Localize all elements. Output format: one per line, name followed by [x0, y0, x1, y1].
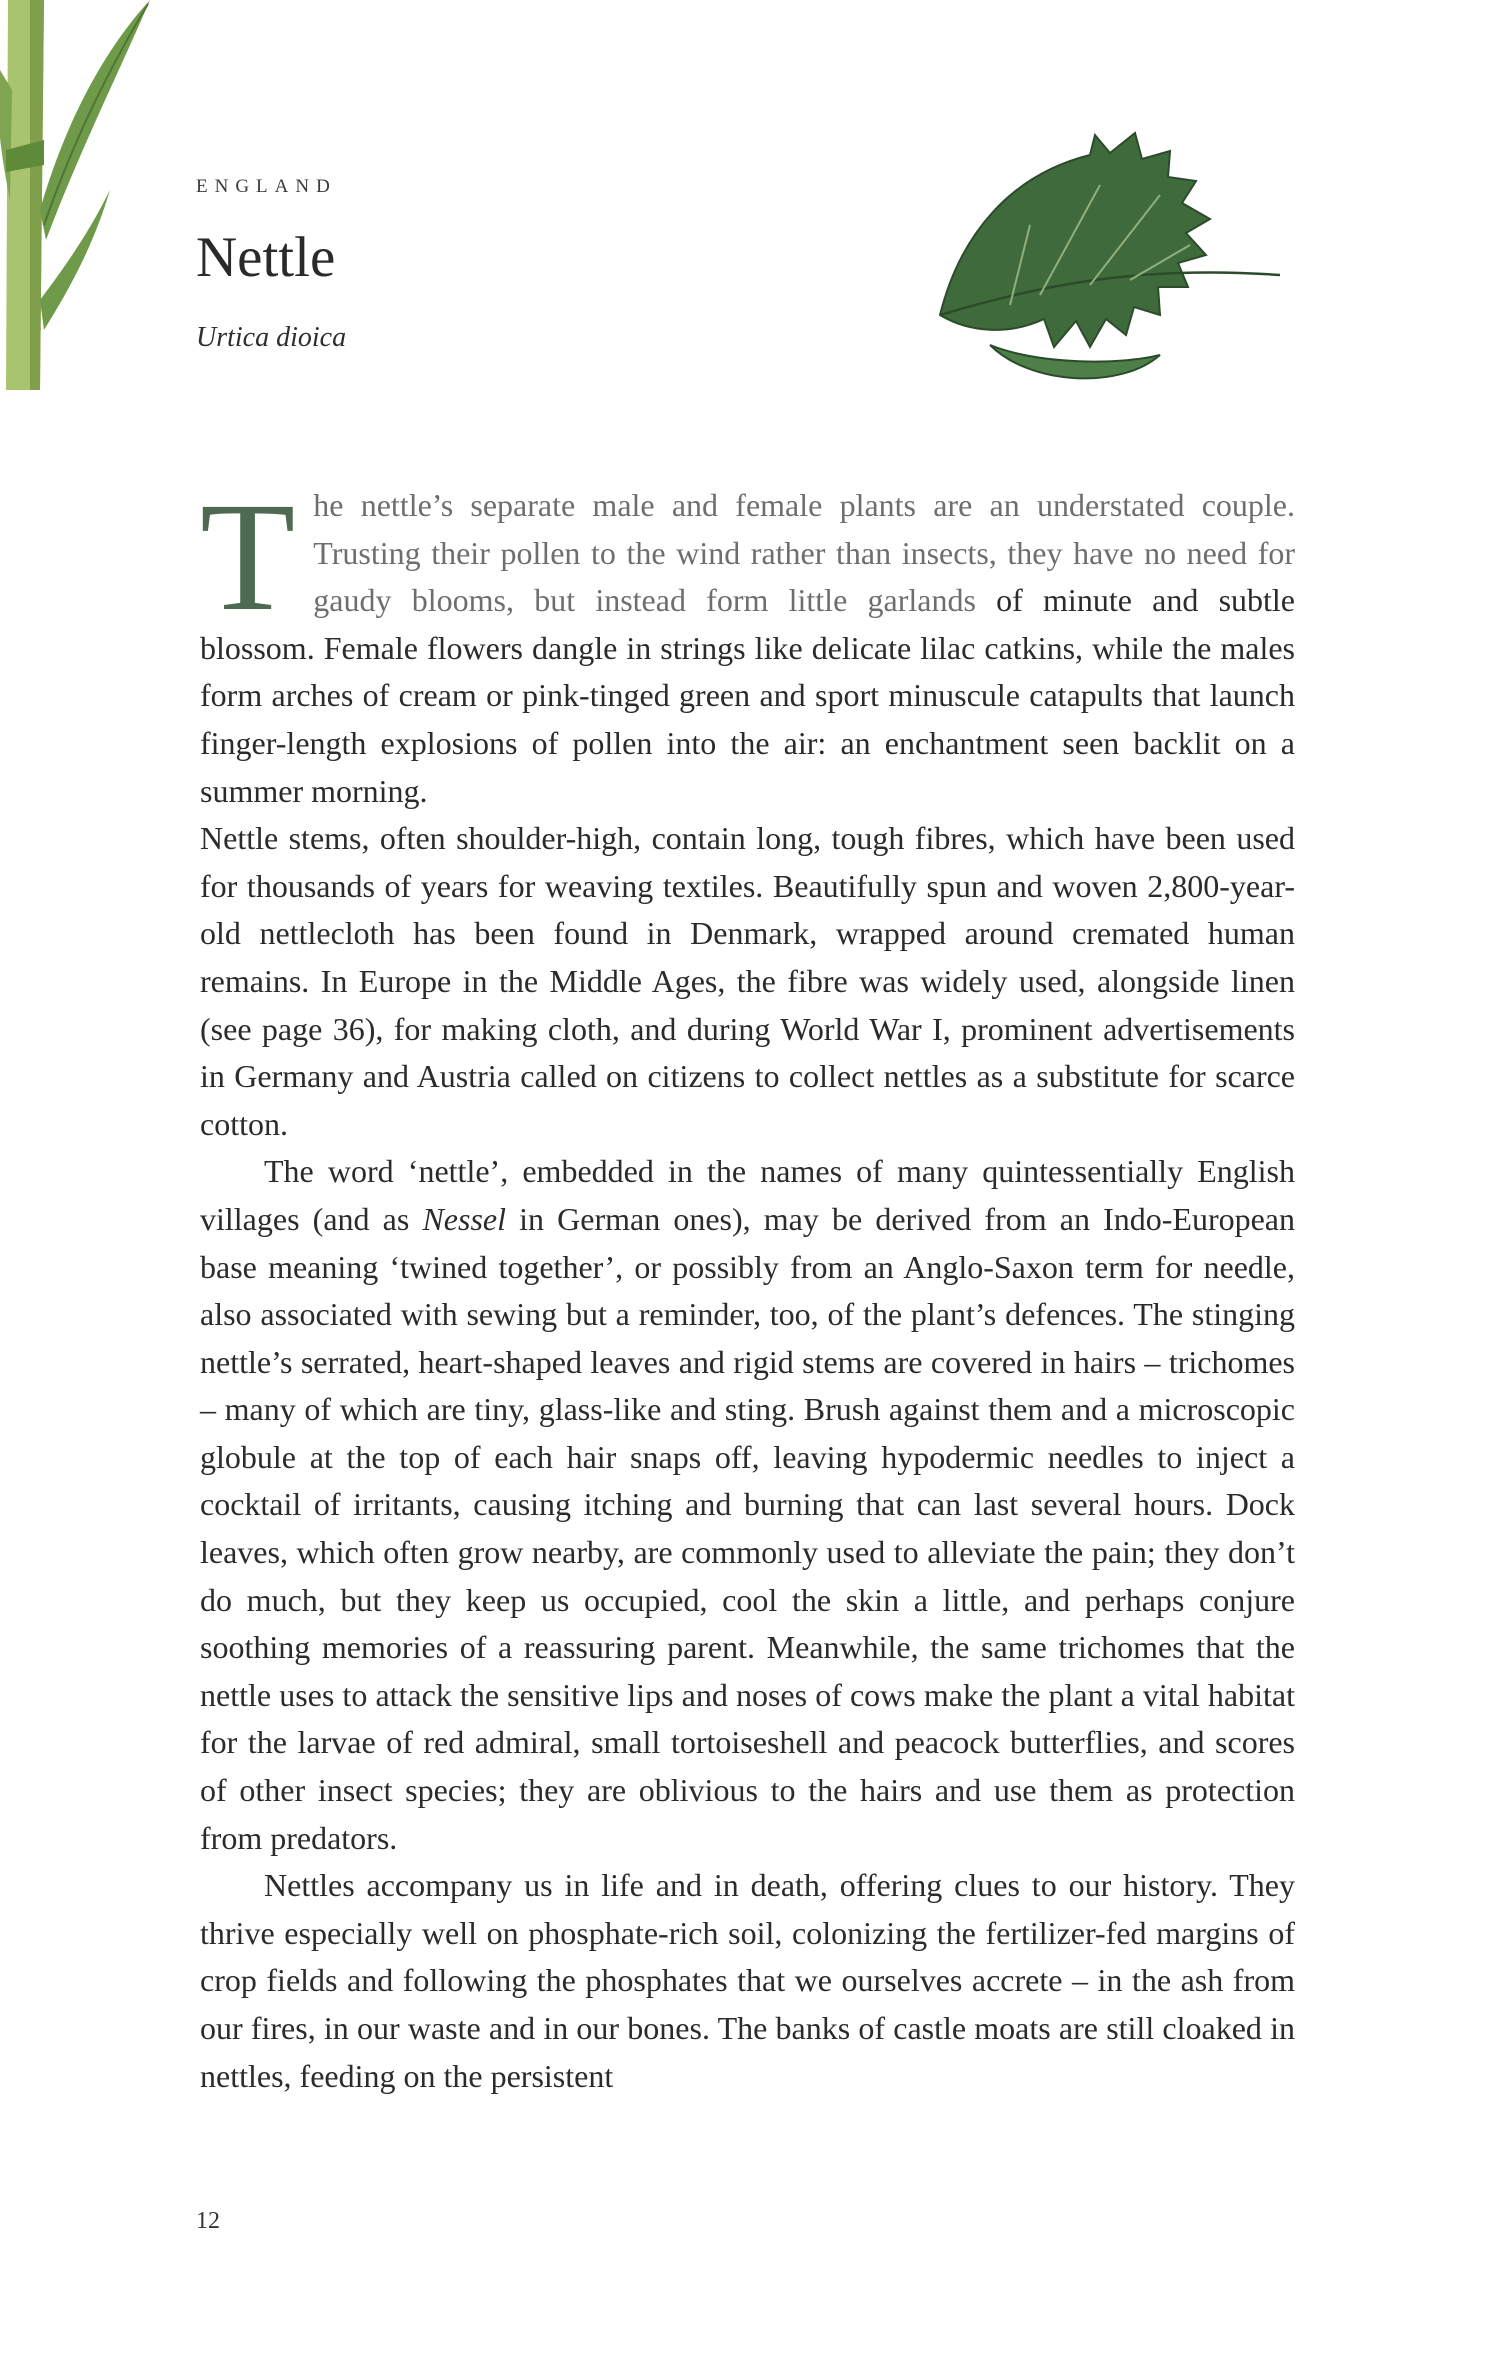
paragraph-3-start: The word ‘nettle’, embedded in the names of many quintessentially English villages (and as: [200, 1153, 1295, 1237]
nettle-leaf-illustration: [920, 115, 1290, 395]
region-label: ENGLAND: [196, 176, 337, 197]
leaf-blade-right: [40, 0, 150, 240]
latin-name: Urtica dioica: [196, 322, 347, 353]
stem-shade: [30, 0, 44, 390]
paragraph-3-end: in German ones), may be derived from an Indo-European base meaning ‘twined together’, or possibly from an Anglo-Saxon term for needle, also associated with sewing but a reminder, too, of the plant’s defences. The stinging nettle’s serrated, heart-shaped leaves and rigid stems are covered in hairs – trichomes – many of which are tiny, glass-like and sting. Brush against them and a microscopic globule at the top of each hair snaps off, leaving hypodermic needles to inject a cocktail of irritants, causing itching and burning that can last several hours. Dock leaves, which often grow nearby, are commonly used to alleviate the pain; they don’t do much, but they keep us occupied, cool the skin a little, and perhaps conjure soothing memories of a reassuring parent. Meanwhile, the same trichomes that the nettle uses to attack the sensitive lips and noses of cows make the plant a vital habitat for the larvae of red admiral, small tortoiseshell and peacock butterflies, and scores of other insect species; they are oblivious to the hairs and use them as protection from predators.: [200, 1200, 1295, 1856]
article-body: [200, 470, 1296, 2100]
page-number: 12: [196, 2208, 220, 2234]
paragraph-4: Nettles accompany us in life and in death, offering clues to our history. They thrive especially well on phosphate-rich soil, colonizing the fertilizer-fed margins of crop fields and following the phosphates that we ourselves accrete – in the ash from our fires, in our waste and in our bones. The banks of castle moats are still cloaked in nettles, feeding on the persistent: [200, 1867, 1295, 2094]
paragraph-3: [200, 1148, 1295, 1862]
paragraph-1-lead: he nettle’s separate male and female plants are an understated couple. Trusting their pollen to the wind rather than insects, they have no need for gaudy blooms, but instead form little garlands: [313, 487, 1295, 619]
paragraph-1: [200, 470, 1296, 815]
paragraph-1-rest: of minute and subtle blossom. Female flowers dangle in strings like delicate lilac catkins, while the males form arches of cream or pink-tinged green and sport minuscule catapults that launch finger-length explosions of pollen into the air: an enchantment seen backlit on a summer morning.: [200, 582, 1296, 809]
leaf-blade-left: [0, 70, 12, 200]
page-title: Nettle: [196, 226, 336, 289]
drop-cap: T: [200, 470, 296, 643]
leaf-body: [940, 133, 1210, 347]
leaf-fold: [990, 345, 1160, 378]
paragraph-3-italic: Nessel: [422, 1200, 506, 1237]
paragraph-2: Nettle stems, often shoulder-high, contain long, tough fibres, which have been used for thousands of years for weaving textiles. Beautifully spun and woven 2,800-year-old nettlecloth has been found in Denmark, wrapped around cremated human remains. In Europe in the Middle Ages, the fibre was widely used, alongside linen (see page 36), for making cloth, and during World War I, prominent advertisements in Germany and Austria called on citizens to collect nettles as a substitute for scarce cotton.: [200, 820, 1295, 1142]
nettle-stem-illustration: [0, 0, 170, 400]
